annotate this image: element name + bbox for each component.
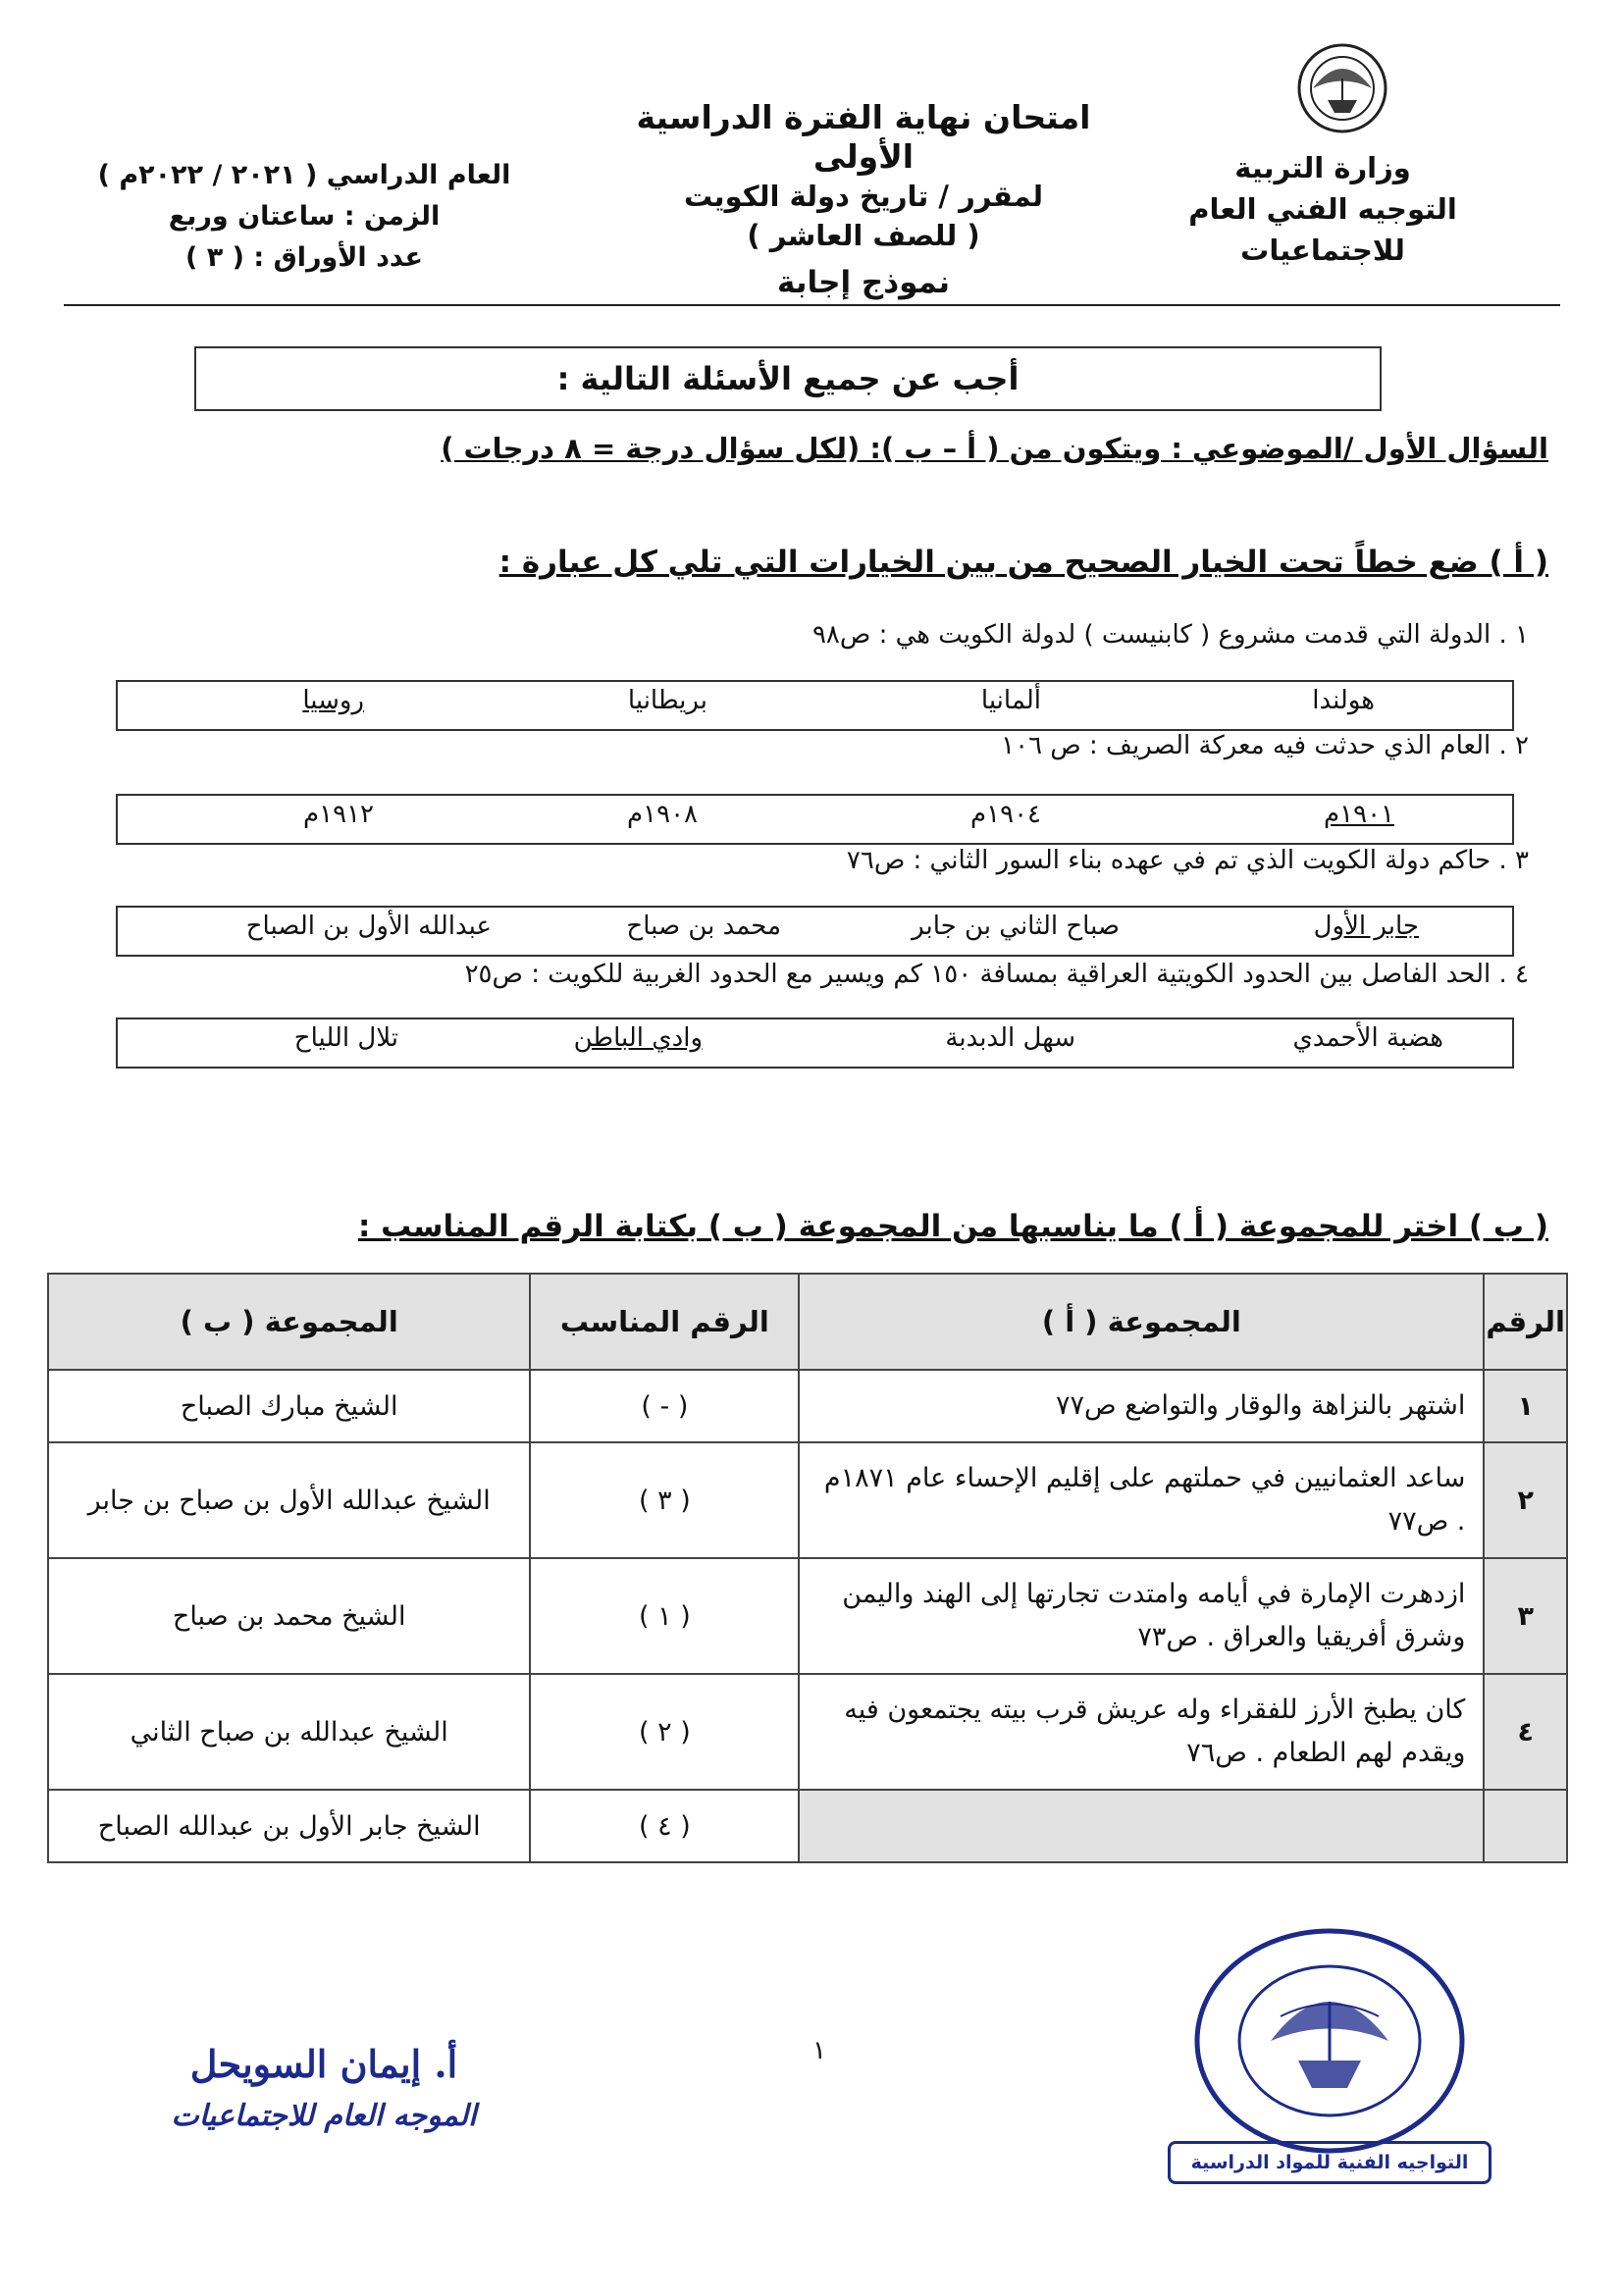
academic-year: العام الدراسي ( ٢٠٢١ / ٢٠٢٢م ) — [97, 160, 511, 190]
page-count: عدد الأوراق : ( ٣ ) — [185, 242, 423, 273]
header-group-a: المجموعة ( أ ) — [799, 1274, 1484, 1370]
kuwait-emblem-icon — [1293, 39, 1391, 137]
row-match: ( ٤ ) — [530, 1790, 799, 1862]
exam-title: امتحان نهاية الفترة الدراسية الأولى — [636, 98, 1091, 176]
exam-duration: الزمن : ساعتان وربع — [168, 201, 441, 232]
option-correct: ١٩٠١م — [1324, 800, 1394, 829]
row-match: ( - ) — [530, 1370, 799, 1442]
table-row — [48, 1442, 1567, 1558]
option: سهل الدبدبة — [945, 1023, 1075, 1053]
signature-title: الموجه العام للاجتماعيات — [171, 2099, 477, 2133]
option: عبدالله الأول بن الصباح — [245, 912, 492, 941]
row-group-b: الشيخ محمد بن صباح — [48, 1558, 530, 1674]
option-correct: روسيا — [302, 686, 364, 715]
header-info-block — [69, 155, 540, 279]
matching-table — [47, 1273, 1568, 1863]
row-group-a: ساعد العثمانيين في حملتهم على إقليم الإحساء عام ١٨٧١م . ص٧٧ — [799, 1442, 1484, 1558]
row-num: ٤ — [1484, 1674, 1567, 1790]
question-text: ٣ . حاكم دولة الكويت الذي تم في عهده بناء السور الثاني : ص٧٦ — [846, 846, 1529, 875]
page-number: ١ — [812, 2036, 826, 2065]
option-correct: وادي الباطن — [573, 1023, 703, 1053]
header-num: الرقم — [1484, 1274, 1567, 1370]
stamp-label: التواجيه الفنية للمواد الدراسية — [1168, 2141, 1491, 2184]
row-group-b: الشيخ عبدالله الأول بن صباح بن جابر — [48, 1442, 530, 1558]
header-ministry-block — [1117, 147, 1529, 271]
row-group-a: كان يطبخ الأرز للفقراء وله عريش قرب بيته يجتمعون فيه ويقدم لهم الطعام . ص٧٦ — [799, 1674, 1484, 1790]
option: تلال اللياح — [293, 1023, 398, 1053]
option-correct: جابر الأول — [1313, 912, 1419, 941]
instructions-box: أجب عن جميع الأسئلة التالية : — [194, 346, 1382, 411]
option: محمد بن صباح — [626, 912, 781, 941]
option: ١٩٠٨م — [627, 800, 698, 829]
question-text: ١ . الدولة التي قدمت مشروع ( كابنيست ) لدولة الكويت هي : ص٩٨ — [811, 620, 1529, 650]
row-group-a: اشتهر بالنزاهة والوقار والتواضع ص٧٧ — [799, 1370, 1484, 1442]
options-box — [116, 1018, 1514, 1069]
table-row — [48, 1370, 1567, 1442]
question-one-title: السؤال الأول /الموضوعي : ويتكون من ( أ – ب ): (لكل سؤال درجة = ٨ درجات ) — [441, 432, 1548, 465]
option: ألمانيا — [980, 686, 1041, 715]
option: هولندا — [1312, 686, 1375, 715]
header-match: الرقم المناسب — [530, 1274, 799, 1370]
option: صباح الثاني بن جابر — [912, 912, 1120, 941]
row-group-a — [799, 1790, 1484, 1862]
header-exam-block — [608, 98, 1119, 302]
row-num: ٣ — [1484, 1558, 1567, 1674]
row-num — [1484, 1790, 1567, 1862]
part-b-title: ( ب ) اختر للمجموعة ( أ ) ما يناسبها من المجموعة ( ب ) بكتابة الرقم المناسب : — [357, 1209, 1548, 1244]
row-match: ( ٣ ) — [530, 1442, 799, 1558]
option: بريطانيا — [627, 686, 707, 715]
table-row — [48, 1790, 1567, 1862]
option: هضبة الأحمدي — [1292, 1023, 1443, 1053]
table-row — [48, 1558, 1567, 1674]
option: ١٩١٢م — [303, 800, 374, 829]
course-name: لمقرر / تاريخ دولة الكويت — [683, 180, 1044, 213]
question-text: ٢ . العام الذي حدثت فيه معركة الصريف : ص ١٠٦ — [1001, 731, 1529, 760]
row-num: ١ — [1484, 1370, 1567, 1442]
table-header-row — [48, 1274, 1567, 1370]
row-group-a: ازدهرت الإمارة في أيامه وامتدت تجارتها إلى الهند واليمن وشرق أفريقيا والعراق . ص٧٣ — [799, 1558, 1484, 1674]
row-match: ( ٢ ) — [530, 1674, 799, 1790]
ministry-name: وزارة التربية — [1234, 151, 1411, 184]
header-group-b: المجموعة ( ب ) — [48, 1274, 530, 1370]
question-text: ٤ . الحد الفاصل بين الحدود الكويتية العراقية بمسافة ١٥٠ كم ويسير مع الحدود الغربية للكويت : ص٢٥ — [464, 960, 1529, 989]
answer-model-label: نموذج إجابة — [777, 265, 950, 300]
row-group-b: الشيخ مبارك الصباح — [48, 1370, 530, 1442]
row-group-b: الشيخ عبدالله بن صباح الثاني — [48, 1674, 530, 1790]
options-box — [116, 906, 1514, 957]
row-group-b: الشيخ جابر الأول بن عبدالله الصباح — [48, 1790, 530, 1862]
options-box — [116, 794, 1514, 845]
table-row — [48, 1674, 1567, 1790]
row-match: ( ١ ) — [530, 1558, 799, 1674]
signature-name: أ. إيمان السويحل — [189, 2042, 458, 2086]
row-num: ٢ — [1484, 1442, 1567, 1558]
signature-block — [147, 2036, 500, 2140]
option: ١٩٠٤م — [970, 800, 1041, 829]
grade-label: ( للصف العاشر ) — [747, 219, 980, 252]
part-a-title: ( أ ) ضع خطاً تحت الخيار الصحيح من بين الخيارات التي تلي كل عبارة : — [498, 545, 1548, 580]
department-name: التوجيه الفني العام للاجتماعيات — [1188, 192, 1457, 267]
options-box — [116, 680, 1514, 731]
header-divider — [64, 304, 1560, 306]
